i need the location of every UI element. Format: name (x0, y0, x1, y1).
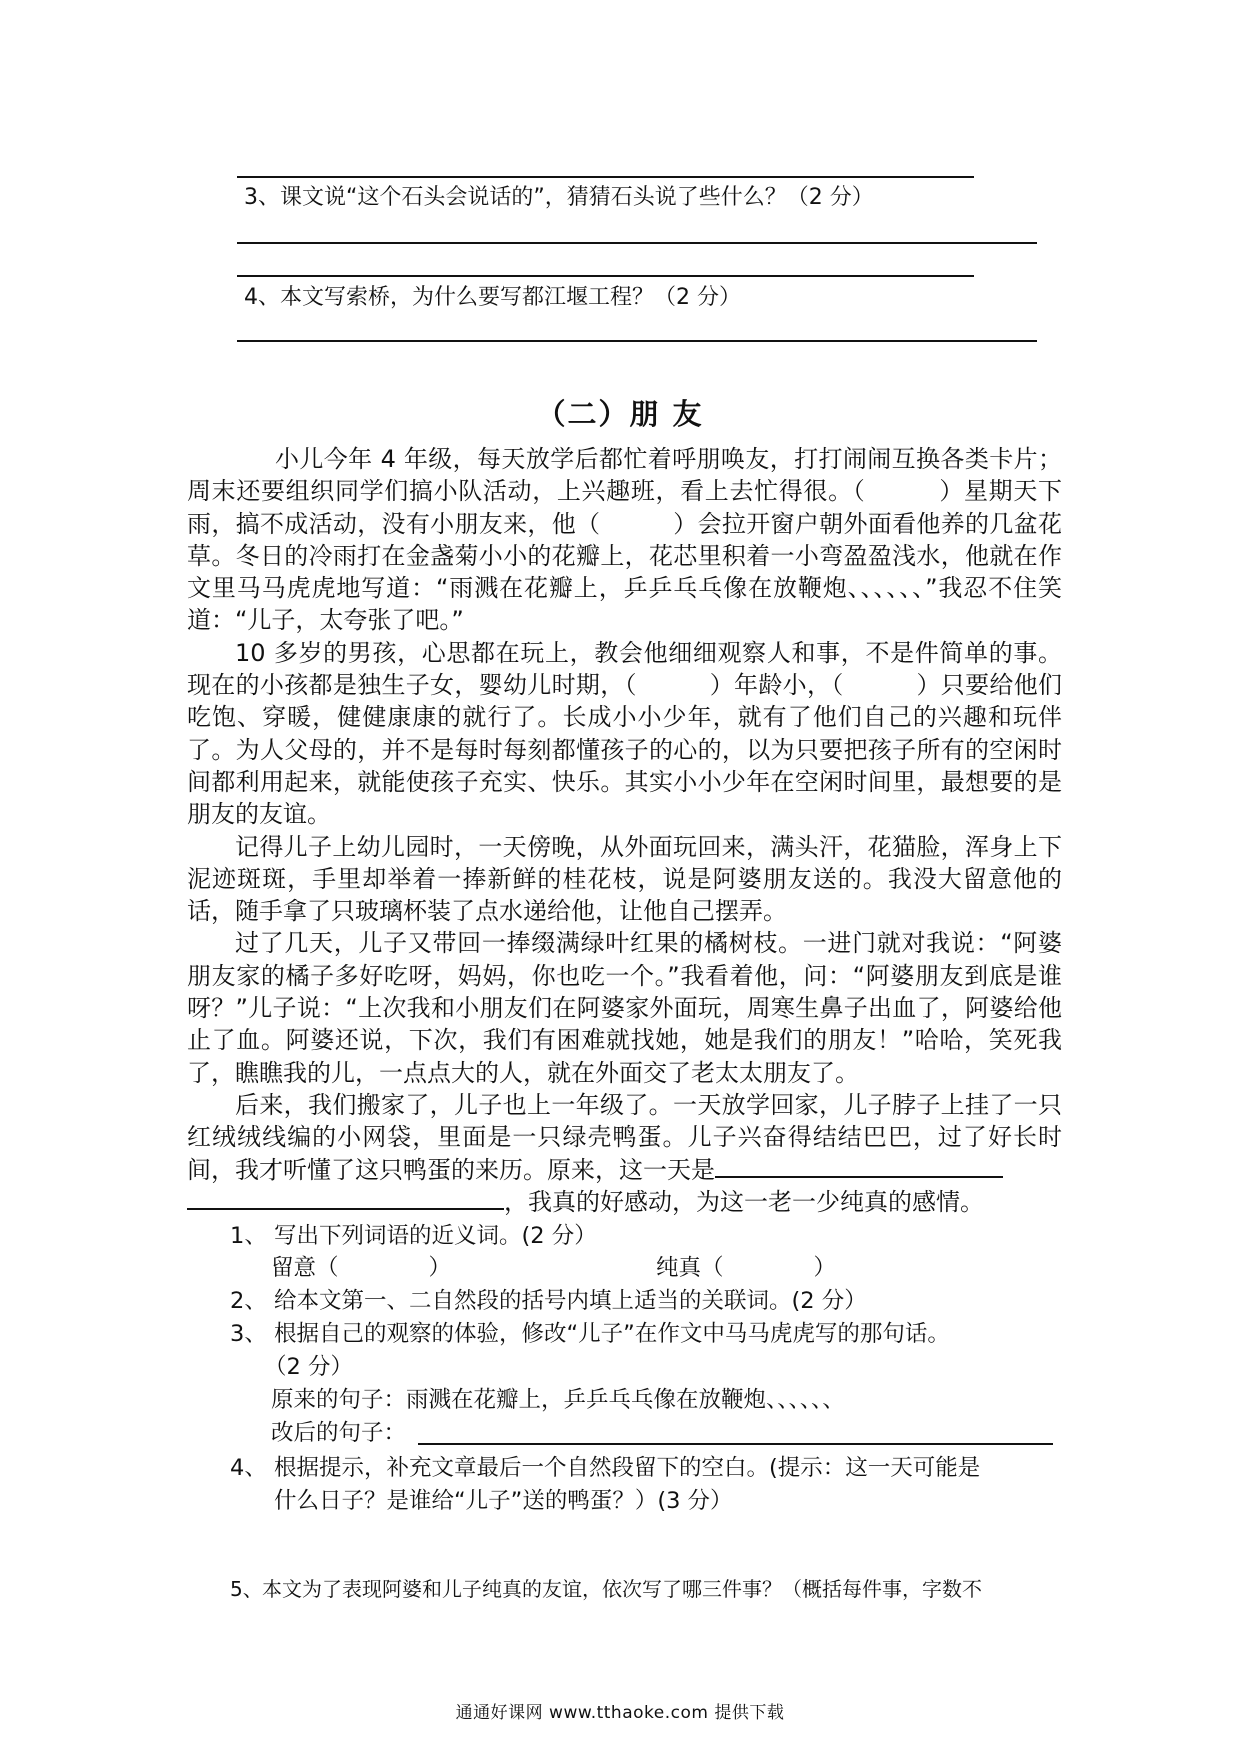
question-number: 4、 (230, 1455, 267, 1481)
question-text: 本文为了表现阿婆和儿子纯真的友谊，依次写了哪三件事？（概括每件事，字数不 (262, 1577, 982, 1601)
paragraph-5-text: 后来，我们搬家了，儿子也上一年级了。一天放学回家，儿子脖子上挂了一只红绒绒线编的小网袋，里面是一只绿壳鸭蛋。儿子兴奋得结结巴巴，过了好长时间，我才听懂了这只鸭蛋的来历。原来，这一天是 (187, 1090, 1062, 1184)
question-1-word-2: 纯真（ ） (656, 1255, 837, 1281)
paragraph-5-continuation (187, 1186, 1062, 1218)
question-3-original (271, 1382, 845, 1414)
fill-blank[interactable] (187, 1186, 504, 1210)
original-sentence: 雨溅在花瓣上，乒乒乓乓像在放鞭炮、、、、、、 (406, 1387, 845, 1413)
question-3-revised (271, 1415, 406, 1447)
question-3-score: （2 分） (264, 1354, 353, 1380)
answer-line (237, 176, 974, 178)
revised-label: 改后的句子： (271, 1420, 407, 1446)
question-4-top: 4、本文写索桥，为什么要写都江堰工程？（2 分） (244, 285, 741, 310)
question-text: 给本文第一、二自然段的括号内填上适当的关联词。(2 分） (274, 1288, 867, 1314)
paragraph-5 (187, 1089, 1062, 1186)
answer-line (237, 242, 1037, 244)
question-number: 3、 (230, 1321, 267, 1347)
answer-line (237, 275, 974, 277)
question-number: 2、 (230, 1288, 267, 1314)
original-label: 原来的句子： (271, 1387, 407, 1413)
paragraph-5-tail: ，我真的好感动，为这一老一少纯真的感情。 (504, 1187, 984, 1216)
question-text: 根据提示，补充文章最后一个自然段留下的空白。(提示：这一天可能是 (274, 1455, 981, 1481)
question-text: 写出下列词语的近义词。(2 分） (274, 1223, 597, 1249)
question-5 (230, 1573, 982, 1602)
question-1-word-1: 留意（ ） (271, 1255, 452, 1281)
question-2 (230, 1283, 867, 1315)
question-1 (230, 1218, 597, 1250)
fill-blank[interactable] (715, 1154, 1003, 1178)
question-4 (230, 1450, 981, 1482)
question-number: 1、 (230, 1223, 267, 1249)
paragraph-1: 小儿今年 4 年级，每天放学后都忙着呼朋唤友，打打闹闹互换各类卡片；周末还要组织同学们搞小队活动，上兴趣班，看上去忙得很。（ ）星期天下雨，搞不成活动，没有小朋友来，他（ ）会拉开窗户朝外面看他养的几盆花草。冬日的冷雨打在金盏菊小小的花瓣上，花芯里积着一小弯盈盈浅水，他就在作文里马马虎虎地写道：“雨溅在花瓣上，乒乒乓乓像在放鞭炮、、、、、、”我忍不住笑道：“儿子，太夸张了吧。” (187, 445, 1062, 635)
footer-credit: 通通好课网 www.tthaoke.com 提供下载 (455, 1703, 785, 1723)
article-body (187, 443, 1062, 1218)
question-number: 5、 (230, 1577, 263, 1601)
revised-answer-line[interactable] (418, 1443, 1053, 1445)
question-text: 根据自己的观察的体验，修改“儿子”在作文中马马虎虎写的那句话。 (274, 1321, 950, 1347)
paragraph-3: 记得儿子上幼儿园时，一天傍晚，从外面玩回来，满头汗，花猫脸，浑身上下泥迹斑斑，手里却举着一捧新鲜的桂花枝，说是阿婆朋友送的。我没大留意他的话，随手拿了只玻璃杯装了点水递给他，让他自己摆弄。 (187, 832, 1062, 926)
question-4-continued: 什么日子？是谁给“儿子”送的鸭蛋？）(3 分） (274, 1488, 733, 1514)
question-3 (230, 1316, 950, 1348)
answer-line (237, 340, 1037, 342)
question-3-top: 3、课文说“这个石头会说话的”，猜猜石头说了些什么？（2 分） (244, 185, 874, 210)
section-title: （二）朋 友 (536, 397, 704, 431)
paragraph-4: 过了几天，儿子又带回一捧缀满绿叶红果的橘树枝。一进门就对我说：“阿婆朋友家的橘子多好吃呀，妈妈，你也吃一个。”我看着他，问：“阿婆朋友到底是谁呀？”儿子说：“上次我和小朋友们在阿婆家外面玩，周寒生鼻子出血了，阿婆给他止了血。阿婆还说，下次，我们有困难就找她，她是我们的朋友！”哈哈，笑死我了，瞧瞧我的儿，一点点大的人，就在外面交了老太太朋友了。 (187, 929, 1062, 1087)
paragraph-2: 10 多岁的男孩，心思都在玩上，教会他细细观察人和事，不是件简单的事。现在的小孩都是独生子女，婴幼儿时期，（ ）年龄小，（ ）只要给他们吃饱、穿暖，健健康康的就行了。长成小小少年，就有了他们自己的兴趣和玩伴了。为人父母的，并不是每时每刻都懂孩子的心的，以为只要把孩子所有的空闲时间都利用起来，就能使孩子充实、快乐。其实小小少年在空闲时间里，最想要的是朋友的友谊。 (187, 638, 1062, 829)
